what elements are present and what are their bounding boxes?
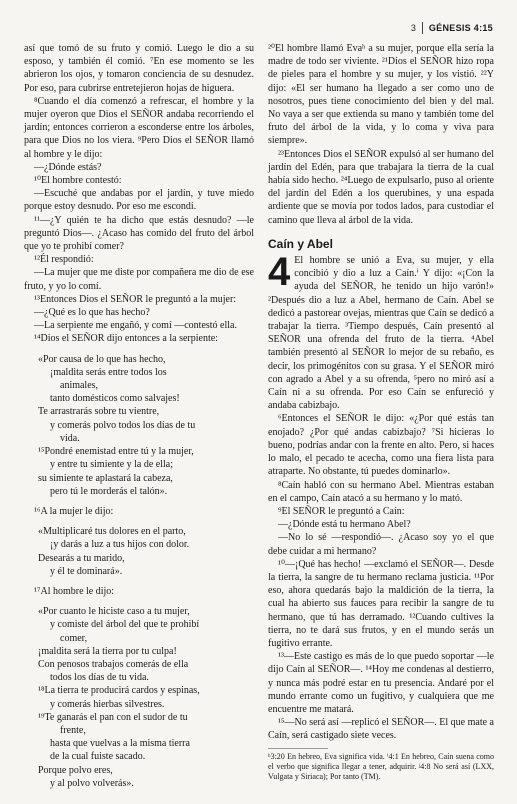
poem-line: «Por causa de lo que has hecho, bbox=[38, 353, 166, 365]
poem-line: ¹⁵Pondré enemistad entre tú y la mujer, bbox=[38, 446, 194, 458]
section-heading: Caín y Abel bbox=[268, 236, 333, 251]
footnotes: ʰ3:20 En hebreo, Eva significa vida. ⁱ4:1 En hebreo, Caín suena como el verbo que significa llegar a tener, adquirir. ʲ4:8 No será así (LXX, Vulgata y Siriaca); Por tanto (TM). bbox=[268, 751, 494, 781]
dialogue-line: ¹⁵—No será así —replicó el SEÑOR—. El que mate a Caín, será castigado siete veces. bbox=[268, 717, 494, 742]
poem-line: y entre tu simiente y la de ella; bbox=[50, 459, 174, 471]
poem-line: ¡y darás a luz a tus hijos con dolor. bbox=[50, 539, 190, 551]
poem-serpent bbox=[24, 353, 254, 498]
poem-line: pero tú le morderás el talón». bbox=[50, 485, 168, 497]
poem-line: y al polvo volverás». bbox=[50, 777, 134, 789]
header-divider bbox=[422, 22, 423, 34]
poem-line: su simiente te aplastará la cabeza, bbox=[38, 472, 173, 484]
dialogue-line: —¿Dónde está tu hermano Abel? bbox=[278, 519, 411, 531]
paragraph: así que tomó de su fruto y comió. Luego le dio a su esposo, y también él comió. ⁷En ese momento se les abrieron los ojos, y tomaron conciencia de su desnudez. Por eso, para cubrirse entretejieron hojas de higuera. bbox=[24, 43, 254, 94]
chapter-opening-text: El hombre se unió a Eva, su mujer, y ella concibió y dio a luz a Caín.ⁱ Y dijo: «¡Con la ayuda del SEÑOR, he tenido un hijo varón!» ²Después dio a luz a Abel, hermano de Caín. Abel se dedicó a pastorear ovejas, mientras que Caín se dedicó a trabajar la tierra. ³Tiempo después, Caín presentó al SEÑOR una ofrenda del fruto de la tierra. ⁴Abel también presentó al SEÑOR lo mejor de su rebaño, es decir, los primogénitos con su grasa. Y el SEÑOR miró con agrado a Abel y a su ofrenda, ⁵pero no miró así a Caín ni a su ofrenda. Por eso Caín se enfureció y andaba cabizbajo. bbox=[268, 255, 494, 412]
left-column bbox=[24, 42, 254, 797]
chapter-opening-paragraph bbox=[268, 250, 494, 412]
right-column bbox=[268, 42, 494, 782]
running-header bbox=[411, 22, 493, 34]
poem-line: de la cual fuiste sacado. bbox=[50, 751, 146, 763]
poem-line: comer, bbox=[60, 632, 88, 644]
paragraph: ¹⁷Al hombre le dijo: bbox=[34, 585, 115, 597]
paragraph: ⁹El SEÑOR le preguntó a Caín: bbox=[278, 505, 405, 517]
poem-line: hasta que vuelvas a la misma tierra bbox=[50, 738, 190, 750]
dialogue-line: —La serpiente me engañó, y comí —contestó ella. bbox=[34, 320, 237, 332]
paragraph: ²⁰El hombre llamó Evaʰ a su mujer, porque ella sería la madre de todo ser viviente. ²¹Dios el SEÑOR hizo ropa de pieles para el hombre y su mujer, y los vistió. ²²Y dijo: «El ser humano ha llegado a ser como uno de nosotros, pues tiene conocimiento del bien y del mal. No vaya a ser que extienda su mano y también tome del fruto del árbol de la vida, y lo coma y viva para siempre». bbox=[268, 43, 494, 147]
poem-man bbox=[24, 605, 254, 790]
poem-line: Te arrastrarás sobre tu vientre, bbox=[38, 406, 160, 418]
dialogue-line: —¿Dónde estás? bbox=[34, 161, 102, 173]
dialogue-line: —Escuché que andabas por el jardín, y tuve miedo porque estoy desnudo. Por eso me escondí. bbox=[24, 188, 254, 213]
paragraph: ²³Entonces Dios el SEÑOR expulsó al ser humano del jardín del Edén, para que trabajara la tierra de la cual había sido hecho. ²⁴Luego de expulsarlo, puso al oriente del jardín del Edén a los querubines, y una espada ardiente que se movía por todos lados, para custodiar el camino que lleva al árbol de la vida. bbox=[268, 148, 494, 226]
poem-line: ¹⁹Te ganarás el pan con el sudor de tu bbox=[38, 711, 188, 723]
poem-line: y comerás hierbas silvestres. bbox=[50, 698, 165, 710]
poem-woman bbox=[24, 525, 254, 578]
poem-line: frente, bbox=[60, 724, 86, 736]
page-number: 3 bbox=[410, 23, 416, 33]
dialogue-line: ¹³—Este castigo es más de lo que puedo soportar —le dijo Caín al SEÑOR—. ¹⁴Hoy me condenas al destierro, y nunca más podré estar en tu presencia. Andaré por el mundo errante como un fugitivo, y cualquiera que me encuentre me matará. bbox=[268, 651, 494, 715]
dialogue-line: ¹⁰—¡Qué has hecho! —exclamó el SEÑOR—. Desde la tierra, la sangre de tu hermano reclama justicia. ¹¹Por eso, ahora quedarás bajo la maldición de la tierra, la cual ha abierto sus fauces para recibir la sangre de tu hermano, que tú has derramado. ¹²Cuando cultives la tierra, no te dará sus frutos, y en el mundo serás un fugitivo errante. bbox=[268, 558, 494, 649]
chapter-number: 4 bbox=[268, 250, 291, 295]
paragraph: ¹³Entonces Dios el SEÑOR le preguntó a la mujer: bbox=[34, 293, 237, 305]
poem-line: Desearás a tu marido, bbox=[38, 552, 125, 564]
book-reference: GÉNESIS 4:15 bbox=[428, 23, 493, 33]
dialogue-line: —No lo sé —respondió—. ¿Acaso soy yo el que debe cuidar a mi hermano? bbox=[268, 532, 494, 557]
paragraph: ⁸Caín habló con su hermano Abel. Mientras estaban en el campo, Caín atacó a su hermano y lo mató. bbox=[268, 479, 494, 504]
poem-line: Con penosos trabajos comerás de ella bbox=[38, 658, 189, 670]
poem-line: y comiste del árbol del que te prohibí bbox=[50, 619, 200, 631]
dialogue-line: ¹¹—¿Y quién te ha dicho que estás desnudo? —le preguntó Dios—. ¿Acaso has comido del fruto del árbol que yo te prohibí comer? bbox=[24, 214, 254, 253]
paragraph: ⁶Entonces el SEÑOR le dijo: «¿Por qué estás tan enojado? ¿Por qué andas cabizbajo? ⁷Si hicieras lo bueno, podrías andar con la frente en alto. Pero, si haces lo malo, el pecado te acecha, como una fiera lista para atraparte. No obstante, tú puedes dominarlo». bbox=[268, 413, 494, 478]
poem-line: Porque polvo eres, bbox=[38, 764, 113, 776]
poem-line: «Por cuanto le hiciste caso a tu mujer, bbox=[38, 606, 190, 618]
poem-line: tanto domésticos como salvajes! bbox=[50, 393, 180, 405]
paragraph: ¹²Él respondió: bbox=[34, 254, 94, 266]
dialogue-line: —La mujer que me diste por compañera me dio de ese fruto, y yo lo comí. bbox=[24, 267, 254, 292]
paragraph: ¹⁰El hombre contestó: bbox=[34, 175, 122, 187]
poem-line: animales, bbox=[60, 380, 99, 392]
paragraph: ⁸Cuando el día comenzó a refrescar, el hombre y la mujer oyeron que Dios el SEÑOR andaba recorriendo el jardín; entonces corrieron a esconderse entre los árboles, para que Dios no los viera. ⁹Pero Dios el SEÑOR llamó al hombre y le dijo: bbox=[24, 95, 254, 160]
paragraph: ¹⁴Dios el SEÑOR dijo entonces a la serpiente: bbox=[34, 333, 218, 345]
poem-line: ¡maldita serás entre todos los bbox=[50, 366, 167, 378]
poem-line: «Multiplicaré tus dolores en el parto, bbox=[38, 526, 186, 538]
poem-line: y él te dominará». bbox=[50, 565, 123, 577]
poem-line: y comerás polvo todos los días de tu bbox=[50, 419, 196, 431]
footnote-divider bbox=[268, 748, 328, 749]
poem-line: ¹⁸La tierra te producirá cardos y espinas, bbox=[38, 685, 200, 697]
dialogue-line: —¿Qué es lo que has hecho? bbox=[34, 307, 150, 319]
paragraph: ¹⁶A la mujer le dijo: bbox=[34, 505, 114, 517]
poem-line: vida. bbox=[60, 432, 80, 444]
poem-line: todos los días de tu vida. bbox=[50, 672, 149, 684]
poem-line: ¡maldita será la tierra por tu culpa! bbox=[38, 645, 177, 657]
